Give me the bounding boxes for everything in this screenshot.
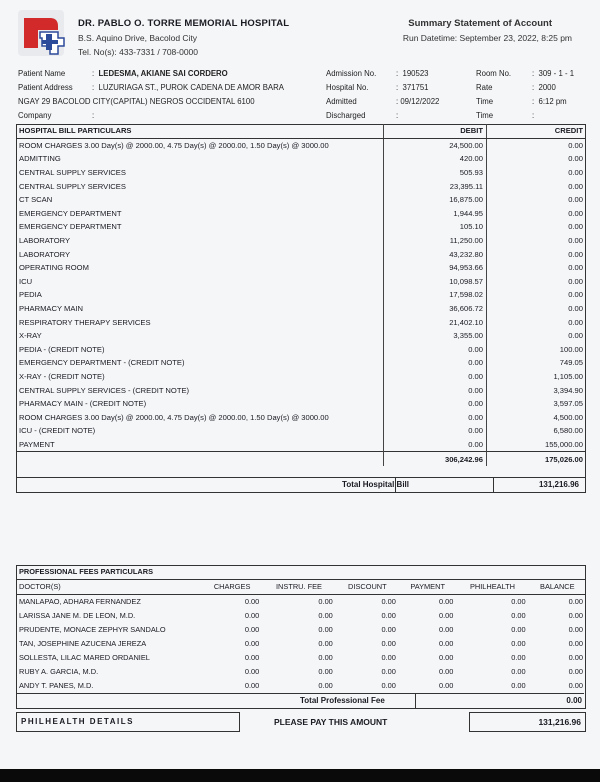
pf-payment: 0.00: [439, 638, 454, 648]
pf-instru-fee: 0.00: [318, 666, 333, 676]
total-hospital-bill-label: Total Hospital Bill: [342, 480, 409, 489]
hospital-no: 371751: [402, 83, 429, 92]
pf-instru-fee: 0.00: [318, 625, 333, 634]
bill-row: [16, 288, 586, 302]
bill-row: [16, 247, 586, 261]
bill-row: [16, 438, 586, 452]
bill-debit-header: DEBIT: [384, 124, 487, 138]
bill-debit: 0.00: [384, 438, 487, 452]
pf-balance: 0.00: [568, 597, 583, 607]
bill-row: [16, 166, 586, 180]
pf-instru-fee: 0.00: [318, 597, 333, 607]
bill-row: [16, 343, 586, 357]
bill-debit: 0.00: [384, 343, 487, 357]
bill-debit: 0.00: [384, 410, 487, 424]
pf-charges: 0.00: [244, 625, 260, 634]
bill-row: [16, 193, 586, 207]
bill-debit: 21,402.10: [384, 315, 487, 329]
patient-address-line1: LUZURIAGA ST., PUROK CADENA DE AMOR BARA: [98, 83, 284, 92]
bill-debit: 11,250.00: [384, 234, 487, 248]
credit-total: 175,026.00: [486, 452, 586, 466]
bill-debit: 0.00: [384, 383, 487, 397]
pf-instru-fee: 0.00: [318, 680, 333, 690]
bill-particular: PHARMACY MAIN - (CREDIT NOTE): [16, 397, 384, 411]
bill-credit: 0.00: [568, 236, 583, 246]
bill-particular: EMERGENCY DEPARTMENT - (CREDIT NOTE): [16, 356, 384, 370]
bill-row: [16, 302, 586, 316]
time2-label: Time: [476, 111, 494, 120]
bill-row: [16, 329, 586, 343]
pf-discount: 0.00: [381, 597, 396, 607]
pf-instru-fee-header: INSTRU. FEE: [262, 579, 336, 594]
pf-doctor: TAN, JOSEPHINE AZUCENA JEREZA: [19, 638, 147, 648]
bill-debit: 1,944.95: [384, 207, 487, 221]
pf-discount-header: DISCOUNT: [336, 579, 399, 594]
pf-payment: 0.00: [439, 597, 454, 607]
patient-name-label: Patient Name: [18, 69, 66, 78]
pf-doctor: LARISSA JANE M. DE LEON, M.D.: [19, 611, 136, 621]
bill-particular: PAYMENT: [16, 438, 384, 452]
pf-payment: 0.00: [439, 611, 454, 621]
bill-credit: 749.05: [559, 358, 583, 368]
total-hospital-bill-value: 131,216.96: [538, 480, 579, 489]
bill-credit: 0.00: [568, 263, 583, 273]
pf-payment: 0.00: [439, 680, 454, 690]
bill-particular: ADMITTING: [16, 152, 384, 166]
bill-credit: 0.00: [568, 304, 583, 314]
bill-row: [16, 356, 586, 370]
pf-instru-fee: 0.00: [318, 611, 333, 621]
bill-debit: 505.93: [384, 166, 487, 180]
discharged-label: Discharged: [326, 111, 366, 120]
bill-credit: 0.00: [568, 208, 583, 218]
bill-credit: 0.00: [568, 195, 583, 205]
hospital-logo: [16, 8, 66, 58]
patient-address-line2: NGAY 29 BACOLOD CITY(CAPITAL) NEGROS OCCIDENTAL 6100: [18, 97, 255, 106]
admission-no-label: Admission No.: [326, 69, 377, 78]
pf-balance-header: BALANCE: [529, 579, 586, 594]
pf-balance: 0.00: [568, 666, 583, 676]
philhealth-details-box: [16, 712, 240, 732]
pf-philhealth: 0.00: [511, 611, 526, 621]
bill-particular: CENTRAL SUPPLY SERVICES - (CREDIT NOTE): [16, 383, 384, 397]
room-no-label: Room No.: [476, 69, 512, 78]
pf-title-row: [16, 565, 586, 579]
bill-row: [16, 207, 586, 221]
bill-credit: 100.00: [559, 344, 583, 354]
admitted-label: Admitted: [326, 97, 357, 106]
bill-debit: 105.10: [384, 220, 487, 234]
bill-particular: PEDIA: [16, 288, 384, 302]
pf-philhealth: 0.00: [511, 597, 526, 607]
bill-row: [16, 179, 586, 193]
pf-row: [16, 678, 586, 692]
bill-particular: LABORATORY: [16, 234, 384, 248]
bill-particular: PEDIA - (CREDIT NOTE): [16, 343, 384, 357]
pf-payment: 0.00: [439, 625, 454, 634]
bill-credit: 155,000.00: [544, 439, 583, 449]
bill-particular: OPERATING ROOM: [16, 261, 384, 275]
bill-particular: ROOM CHARGES 3.00 Day(s) @ 2000.00, 4.75 Day(s) @ 2000.00, 1.50 Day(s) @ 3000.00: [16, 410, 384, 424]
bill-row: [16, 370, 586, 384]
amount-due-box: [469, 712, 586, 732]
pf-payment: 0.00: [439, 652, 454, 662]
pf-header-row: [16, 579, 586, 594]
bill-row: [16, 315, 586, 329]
bill-row: [16, 383, 586, 397]
pf-philhealth: 0.00: [511, 638, 526, 648]
bill-credit: 0.00: [568, 140, 583, 150]
bill-credit: 0.00: [568, 168, 583, 178]
bill-particular: RESPIRATORY THERAPY SERVICES: [16, 315, 384, 329]
pf-balance: 0.00: [568, 680, 583, 690]
pf-charges-header: CHARGES: [202, 579, 262, 594]
bill-credit: 4,500.00: [553, 412, 583, 422]
bill-credit: 6,580.00: [553, 426, 583, 436]
bill-row: [16, 234, 586, 248]
pf-balance: 0.00: [568, 611, 583, 621]
bill-particular: CT SCAN: [16, 193, 384, 207]
pf-instru-fee: 0.00: [318, 652, 333, 662]
pf-total-separator: [415, 694, 416, 708]
hospital-no-label: Hospital No.: [326, 83, 369, 92]
statement-title: Summary Statement of Account: [408, 18, 552, 29]
bill-credit-header: CREDIT: [486, 124, 586, 138]
bill-row: [16, 138, 586, 152]
bill-debit: 23,395.11: [384, 179, 487, 193]
professional-fees-table: [16, 565, 586, 692]
bill-credit: 0.00: [568, 317, 583, 327]
bill-row: [16, 220, 586, 234]
admitted-date: 09/12/2022: [400, 97, 440, 106]
bill-particular: LABORATORY: [16, 247, 384, 261]
pf-discount: 0.00: [381, 680, 396, 690]
bill-credit: 1,105.00: [553, 371, 583, 381]
pf-philhealth: 0.00: [511, 625, 526, 634]
pf-charges: 0.00: [244, 611, 260, 621]
pf-doctor: SOLLESTA, LILAC MARED ORDANIEL: [19, 652, 150, 662]
pf-balance: 0.00: [568, 625, 583, 634]
bill-debit: 3,355.00: [384, 329, 487, 343]
bill-particular: CENTRAL SUPPLY SERVICES: [16, 166, 384, 180]
bill-debit: 24,500.00: [384, 138, 487, 152]
pf-row: [16, 594, 586, 608]
pf-payment-header: PAYMENT: [399, 579, 457, 594]
bill-debit: 43,232.80: [384, 247, 487, 261]
pf-balance: 0.00: [568, 638, 583, 648]
bill-row: [16, 410, 586, 424]
bill-particular: ICU: [16, 275, 384, 289]
bill-subtotal-row: [16, 452, 586, 466]
bill-debit: 0.00: [384, 356, 487, 370]
bill-particular: CENTRAL SUPPLY SERVICES: [16, 179, 384, 193]
total-professional-fee-value: 0.00: [566, 696, 582, 705]
bill-credit: 0.00: [568, 331, 583, 341]
pf-row: [16, 664, 586, 678]
time-value: 6:12 pm: [538, 97, 567, 106]
pf-discount: 0.00: [381, 666, 396, 676]
bottom-bar: [0, 769, 600, 782]
pf-doctor: ANDY T. PANES, M.D.: [19, 680, 94, 690]
time-label: Time: [476, 97, 494, 106]
pf-charges: 0.00: [244, 680, 260, 690]
admission-no: 190523: [402, 69, 429, 78]
bill-debit: 0.00: [384, 370, 487, 384]
bill-row: [16, 397, 586, 411]
pf-discount: 0.00: [381, 625, 396, 634]
pf-balance: 0.00: [568, 652, 583, 662]
patient-name: LEDESMA, AKIANE SAI CORDERO: [98, 69, 228, 78]
bill-row: [16, 275, 586, 289]
pf-doctor: MANLAPAO, ADHARA FERNANDEZ: [19, 597, 141, 607]
hospital-telephone: Tel. No(s): 433-7331 / 708-0000: [78, 47, 199, 57]
bill-particular: EMERGENCY DEPARTMENT: [16, 220, 384, 234]
patient-address-label: Patient Address: [18, 83, 73, 92]
pf-discount: 0.00: [381, 611, 396, 621]
pf-doctor: RUBY A. GARCIA, M.D.: [19, 666, 99, 676]
bill-row: [16, 152, 586, 166]
bill-particular: EMERGENCY DEPARTMENT: [16, 207, 384, 221]
pf-charges: 0.00: [244, 597, 260, 607]
pf-charges: 0.00: [244, 666, 260, 676]
run-datetime: Run Datetime: September 23, 2022, 8:25 pm: [402, 33, 572, 43]
bill-particular: ICU - (CREDIT NOTE): [16, 424, 384, 438]
rate-value: 2000: [538, 83, 556, 92]
bill-credit: 3,394.90: [553, 385, 583, 395]
bill-particular: X-RAY: [16, 329, 384, 343]
bill-debit: 10,098.57: [384, 275, 487, 289]
total-professional-fee-label: Total Professional Fee: [300, 696, 385, 705]
bill-debit: 36,606.72: [384, 302, 487, 316]
bill-credit: 0.00: [568, 222, 583, 232]
pf-doctor: PRUDENTE, MONACE ZEPHYR SANDALO: [19, 625, 166, 634]
pf-philhealth: 0.00: [511, 652, 526, 662]
pf-discount: 0.00: [381, 652, 396, 662]
bill-debit: 17,598.02: [384, 288, 487, 302]
bill-row: [16, 424, 586, 438]
bill-particulars-header: HOSPITAL BILL PARTICULARS: [16, 124, 384, 138]
pf-philhealth-header: PHILHEALTH: [456, 579, 528, 594]
pf-row: [16, 650, 586, 664]
bill-credit: 0.00: [568, 290, 583, 300]
amount-due-value: 131,216.96: [538, 717, 581, 727]
bill-particular: PHARMACY MAIN: [16, 302, 384, 316]
pf-doctors-header: DOCTOR(S): [16, 579, 202, 594]
hospital-address: B.S. Aquino Drive, Bacolod City: [78, 33, 198, 43]
room-no: 309 - 1 - 1: [538, 69, 575, 78]
pf-row: [16, 623, 586, 637]
hospital-bill-table: [16, 124, 586, 466]
pf-charges: 0.00: [244, 638, 260, 648]
bill-credit: 0.00: [568, 154, 583, 164]
bill-particular: ROOM CHARGES 3.00 Day(s) @ 2000.00, 4.75 Day(s) @ 2000.00, 1.50 Day(s) @ 3000.00: [16, 138, 384, 152]
bill-row: [16, 261, 586, 275]
pf-total-divider: [16, 693, 584, 694]
bill-credit: 0.00: [568, 276, 583, 286]
bill-credit: 0.00: [568, 249, 583, 259]
company-label: Company: [18, 111, 52, 120]
pf-philhealth: 0.00: [511, 666, 526, 676]
bill-debit: 0.00: [384, 397, 487, 411]
pf-discount: 0.00: [381, 638, 396, 648]
pf-instru-fee: 0.00: [318, 638, 333, 648]
bill-debit: 420.00: [384, 152, 487, 166]
bill-debit: 16,875.00: [384, 193, 487, 207]
bill-header-row: [16, 124, 586, 138]
philhealth-details-label: PHILHEALTH DETAILS: [21, 717, 134, 726]
pf-philhealth: 0.00: [511, 680, 526, 690]
bill-credit: 3,597.05: [553, 399, 583, 409]
please-pay-label: PLEASE PAY THIS AMOUNT: [274, 717, 388, 727]
debit-total: 306,242.96: [384, 452, 487, 466]
bill-particular: X-RAY - (CREDIT NOTE): [16, 370, 384, 384]
pf-row: [16, 609, 586, 623]
total-hospital-bill-bar: [16, 477, 586, 493]
bill-debit: 0.00: [384, 424, 487, 438]
hospital-name: DR. PABLO O. TORRE MEMORIAL HOSPITAL: [78, 18, 290, 29]
bill-debit: 94,953.66: [384, 261, 487, 275]
bill-credit: 0.00: [568, 181, 583, 191]
pf-title: PROFESSIONAL FEES PARTICULARS: [16, 565, 586, 579]
pf-row: [16, 636, 586, 650]
pf-charges: 0.00: [244, 652, 260, 662]
rate-label: Rate: [476, 83, 493, 92]
pf-payment: 0.00: [439, 666, 454, 676]
